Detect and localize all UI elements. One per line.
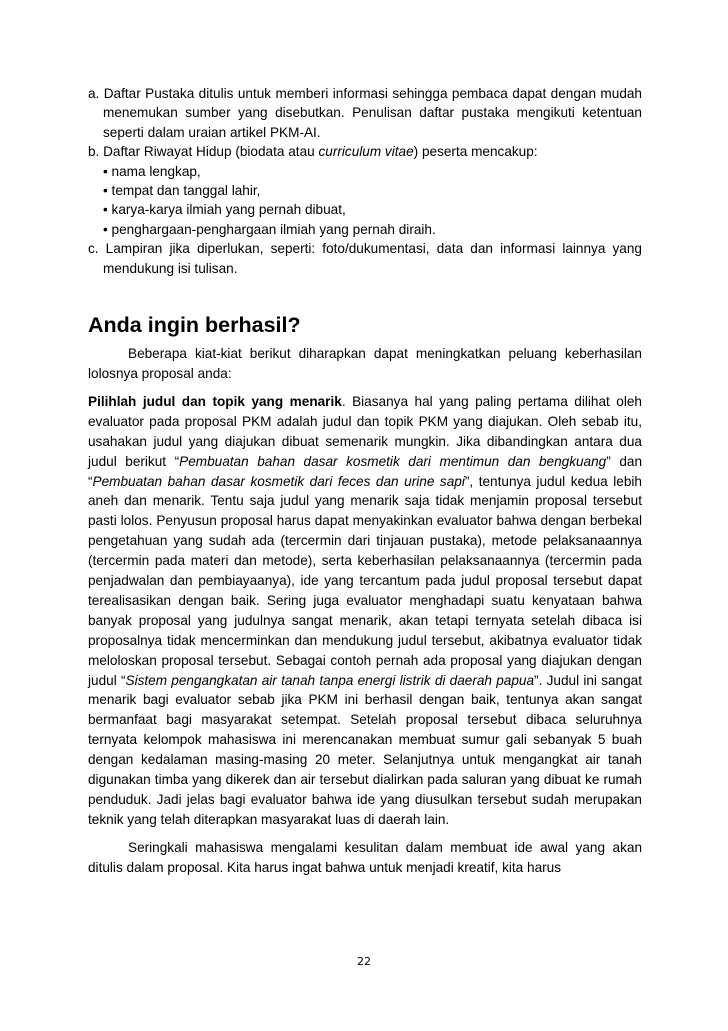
list-item-b xyxy=(88,142,642,161)
section-heading: Anda ingin berhasil? xyxy=(88,313,301,338)
list-item-b-italic: curriculum vitae xyxy=(318,144,414,160)
tip-example-title: Pembuatan bahan dasar kosmetik dari feces dan urine sapi xyxy=(92,473,465,489)
bullet-item: • nama lengkap, xyxy=(103,163,201,179)
tip-text: ” dan “ xyxy=(88,453,643,489)
appendix-list xyxy=(88,84,642,278)
list-item-a: a. Daftar Pustaka ditulis untuk memberi informasi sehingga pembaca dapat dengan mudah menemukan sumber yang disebutkan. Penulisan daftar pustaka mengikuti ketentuan seperti dalam uraian artikel PKM-AI. xyxy=(88,86,642,140)
bullet-item: • penghargaan-penghargaan ilmiah yang pernah diraih. xyxy=(103,221,436,237)
closing-paragraph: Seringkali mahasiswa mengalami kesulitan dalam membuat ide awal yang akan ditulis dalam proposal. Kita harus ingat bahwa untuk menjadi kreatif, kita harus xyxy=(88,839,642,875)
bullet-item: • karya-karya ilmiah yang pernah dibuat, xyxy=(103,202,346,218)
list-item-c: c. Lampiran jika diperlukan, seperti: foto/dukumentasi, data dan informasi lainnya yang mendukung isi tulisan. xyxy=(88,241,642,276)
tip-text: ”. Judul ini sangat menarik bagi evaluator sebab jika PKM ini berhasil dengan baik, tentunya akan sangat bermanfaat bagi masyarakat setempat. Setelah proposal tersebut dibaca seluruhnya ternyata kelompok mahasiswa ini merencanakan membuat sumur gali sebanyak 5 buah dengan kedalaman masing-masing 20 meter. Selanjutnya untuk mengangkat air tanah digunakan timba yang dikerek dan air tersebut dialirkan pada saluran yang dibuat ke rumah penduduk. Jadi jelas bagi evaluator bahwa ide yang diusulkan tersebut sudah merupakan teknik yang telah diterapkan masyarakat luas di daerah lain. xyxy=(88,672,643,827)
list-item-b-text: b. Daftar Riwayat Hidup (biodata atau xyxy=(88,144,319,160)
tip-lead: Pilihlah judul dan topik yang menarik xyxy=(88,393,342,409)
tip-text: . Biasanya hal yang paling pertama dilihat oleh evaluator pada proposal PKM adalah judul dan topik PKM yang diajukan. Oleh sebab itu, usahakan judul yang diajukan dibuat semenarik mungkin. Jika dibandingkan antara dua judul berikut “ xyxy=(88,393,642,469)
tip-example-title: Pembuatan bahan dasar kosmetik dari mentimun dan bengkuang xyxy=(179,453,607,469)
bullet-item: • tempat dan tanggal lahir, xyxy=(103,183,261,199)
intro-paragraph: Beberapa kiat-kiat berikut diharapkan dapat meningkatkan peluang keberhasilan lolosnya proposal anda: xyxy=(88,346,642,381)
list-item-b-suffix: ) peserta mencakup: xyxy=(413,144,538,160)
document-page xyxy=(88,84,642,878)
page-number: 22 xyxy=(357,955,371,968)
tip-example-title: Sistem pengangkatan air tanah tanpa energi listrik di daerah papua xyxy=(125,672,535,688)
tip-text: ”, tentunya judul kedua lebih aneh dan menarik. Tentu saja judul yang menarik saja tidak menjamin proposal tersebut pasti lolos. Penyusun proposal harus dapat menyakinkan evaluator bahwa dengan berbekal pengetahuan yang sudah ada (tercermin dari tinjauan pustaka), metode pelaksanaannya (tercermin pada materi dan metode), serta keberhasilan pelaksanaannya (tercermin pada penjadwalan dan pembiayaanya), ide yang tercantum pada judul proposal tersebut dapat terealisasikan dengan baik. Sering juga evaluator menghadapi suatu kenyataan bahwa banyak proposal yang judulnya sangat menarik, akan tetapi ternyata setelah dibaca isi proposalnya tidak mencerminkan dan mendukung judul tersebut, akibatnya evaluator tidak meloloskan proposal tersebut. Sebagai contoh pernah ada proposal yang diajukan dengan judul “ xyxy=(88,473,642,688)
tip-paragraph xyxy=(88,392,642,830)
